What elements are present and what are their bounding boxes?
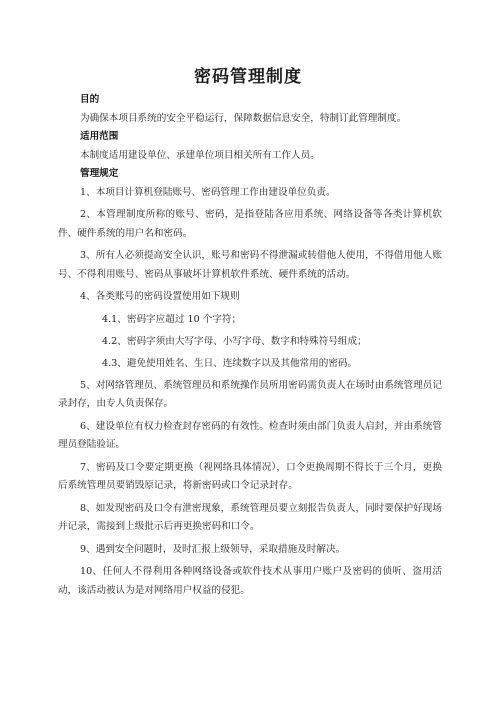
rule-subitem-4-2: 4.2、密码字须由大写字母、小写字母、数字和特殊符号组成； bbox=[102, 335, 367, 347]
rule-item-5: 5、对网络管理员、系统管理员和系统操作员所用密码需负责人在场时由系统管理员记录封存，由专人负责保存。 bbox=[58, 379, 442, 409]
rule-subitem-4-1: 4.1、密码字应超过 10 个字符； bbox=[102, 313, 242, 325]
section-heading-rules: 管理规定 bbox=[80, 168, 119, 179]
rule-item-7: 7、密码及口令要定期更换（视网络具体情况），口令更换周期不得长于三个月，更换后系统管理员要销毁原记录，将新密码或口令记录封存。 bbox=[58, 461, 442, 491]
rules-list bbox=[58, 184, 442, 601]
rule-item-4: 4、各类账号的密码设置使用如下规则 bbox=[80, 291, 240, 302]
rule-item-6: 6、建设单位有权力检查封存密码的有效性。检查时须由部门负责人启封，并由系统管理员登陆验证。 bbox=[58, 420, 442, 450]
rule-item-3: 3、所有人必须提高安全认识，账号和密码不得泄漏或转借他人使用，不得借用他人账号、不得利用账号、密码从事破坏计算机软件系统、硬件系统的活动。 bbox=[58, 250, 442, 280]
document-body bbox=[58, 91, 442, 600]
rule-subitem-4-3: 4.3、避免使用姓名、生日、连续数字以及其他常用的密码。 bbox=[102, 357, 358, 369]
section-heading-purpose: 目的 bbox=[80, 94, 100, 105]
purpose-text: 为确保本项目系统的安全平稳运行，保障数据信息安全，特制订此管理制度。 bbox=[80, 112, 407, 124]
rule-item-10: 10、任何人不得利用各种网络设备或软件技术从事用户账户及密码的侦听、盗用活动，该活动被认为是对网络用户权益的侵犯。 bbox=[58, 566, 442, 596]
rule-item-8: 8、如发现密码及口令有泄密现象，系统管理员要立刻报告负责人，同时要保护好现场并记录，需接到上级批示后再更换密码和口令。 bbox=[58, 502, 442, 532]
document-title: 密码管理制度 bbox=[194, 67, 302, 87]
scope-text: 本制度适用建设单位、承建单位项目相关所有工作人员。 bbox=[80, 149, 320, 161]
rule-item-1: 1、本项目计算机登陆账号、密码管理工作由建设单位负责。 bbox=[80, 186, 336, 198]
section-heading-scope: 适用范围 bbox=[80, 131, 119, 142]
rule-item-9: 9、遇到安全问题时，及时汇报上级领导，采取措施及时解决。 bbox=[80, 543, 346, 555]
rule-item-2: 2、本管理制度所称的账号、密码，是指登陆各应用系统、网络设备等各类计算机软件、硬件系统的用户名和密码。 bbox=[58, 209, 442, 239]
